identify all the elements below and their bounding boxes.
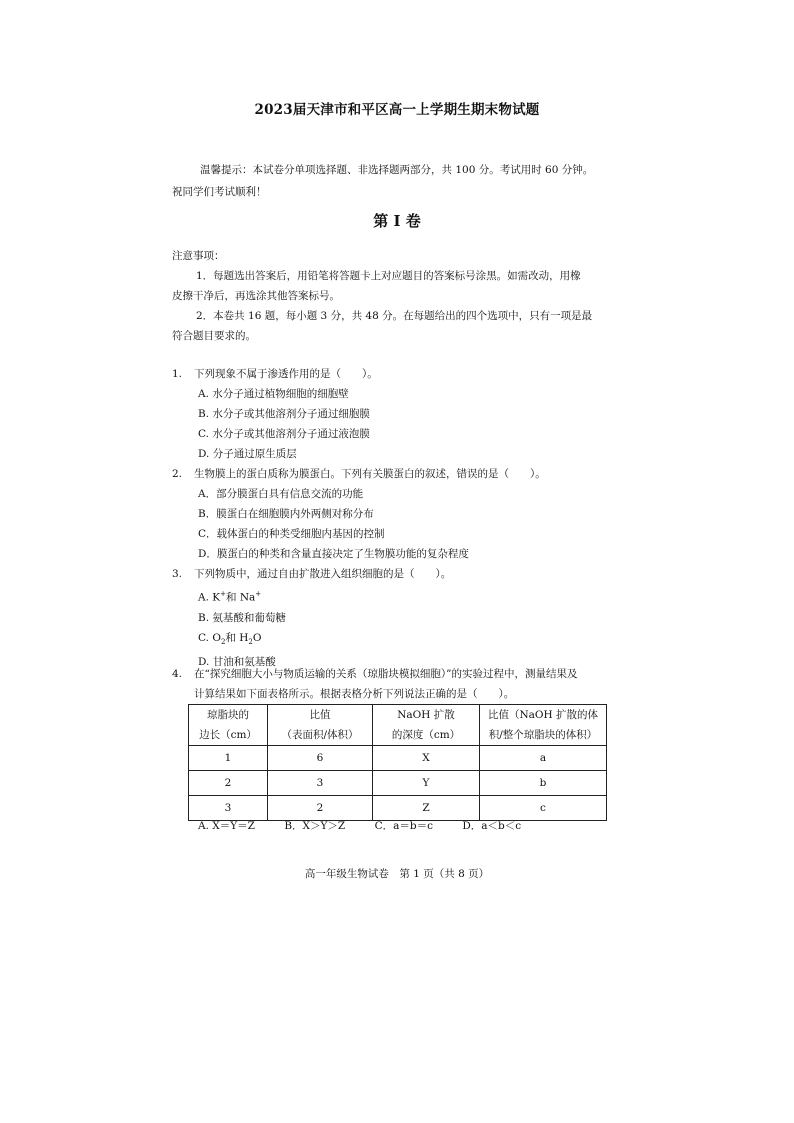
header-text: 的深度（cm） <box>391 729 461 741</box>
header-text: （表面积/体积） <box>281 729 359 741</box>
option-c-o-sub: 2 <box>220 637 226 646</box>
question-4 <box>172 664 642 704</box>
option-a-na-charge: + <box>255 590 262 598</box>
question-4-text-b: 计算结果如下面表格所示。根据表格分析下列说法正确的是（ ）。 <box>194 688 515 700</box>
question-1-text: 下列现象不属于渗透作用的是（ ）。 <box>194 368 378 380</box>
question-3-option-a <box>172 584 642 608</box>
table-cell: 2 <box>189 771 268 796</box>
question-3-option-c <box>172 628 642 652</box>
table-cell: 6 <box>268 746 373 771</box>
table-header-cell <box>189 705 268 746</box>
question-3-text: 下列物质中，通过自由扩散进入组织细胞的是（ ）。 <box>194 568 452 580</box>
option-a-na: 和 Na <box>225 591 256 604</box>
table-header-cell <box>480 705 607 746</box>
tip-line-2 <box>172 182 632 202</box>
table-cell: a <box>480 746 607 771</box>
header-text: NaOH 扩散 <box>397 709 455 721</box>
question-3-option-b: B. 氨基酸和葡萄糖 <box>198 611 286 624</box>
option-c-o: C. O <box>198 631 221 644</box>
table-cell: c <box>480 796 607 821</box>
header-text: 比值 <box>309 709 331 721</box>
question-1-option-b: B. 水分子或其他溶剂分子通过细胞膜 <box>198 408 370 420</box>
question-4-option-b: B．X＞Y＞Z <box>284 820 346 832</box>
notice-block <box>172 246 632 346</box>
table-cell: 3 <box>189 796 268 821</box>
table-header-cell <box>268 705 373 746</box>
question-4-option-d: D．a＜b＜c <box>462 820 522 832</box>
table-cell: 3 <box>268 771 373 796</box>
question-2-number: 2. <box>172 468 183 480</box>
header-text: 琼脂块的 <box>207 709 249 721</box>
option-a-k: A. K <box>198 591 221 604</box>
table-row <box>189 771 607 796</box>
volume-heading: 第 I 卷 <box>373 212 421 230</box>
table-cell: Z <box>373 796 480 821</box>
question-4-number: 4. <box>172 668 183 680</box>
question-3 <box>172 564 642 672</box>
notice-item-2b: 符合题目要求的。 <box>172 330 256 342</box>
option-c-h-sub: 2 <box>248 637 253 646</box>
question-2-option-c: C．载体蛋白的种类受细胞内基因的控制 <box>198 528 385 540</box>
option-c-h: 和 H <box>225 631 249 644</box>
option-a-k-charge: + <box>220 590 226 598</box>
tip-text-2: 祝同学们考试顺利！ <box>172 186 267 198</box>
question-3-stem <box>172 564 642 584</box>
question-2-stem <box>172 464 642 484</box>
notice-item-2a: 2．本卷共 16 题，每小题 3 分，共 48 分。在每题给出的四个选项中，只有一项是最 <box>196 310 593 322</box>
table-cell: 1 <box>189 746 268 771</box>
table-cell: b <box>480 771 607 796</box>
question-3-option-d: D. 甘油和氨基酸 <box>198 655 276 668</box>
question-1-stem <box>172 364 642 384</box>
question-2-text: 生物膜上的蛋白质称为膜蛋白。下列有关膜蛋白的叙述，错误的是（ ）。 <box>194 468 546 480</box>
header-text: 积/整个琼脂块的体积） <box>488 729 598 741</box>
table-row <box>189 746 607 771</box>
table-header-row <box>189 705 607 746</box>
tip-line-1 <box>172 160 632 180</box>
question-1-number: 1. <box>172 368 183 380</box>
table-row <box>189 796 607 821</box>
notice-item-1b: 皮擦干净后，再选涂其他答案标号。 <box>172 290 340 302</box>
table-header-cell <box>373 705 480 746</box>
table-cell: 2 <box>268 796 373 821</box>
question-4-text-a: 在“探究细胞大小与物质运输的关系（琼脂块模拟细胞）”的实验过程中，测量结果及 <box>194 668 578 680</box>
question-2-option-d: D．膜蛋白的种类和含量直接决定了生物膜功能的复杂程度 <box>198 548 469 560</box>
question-4-stem <box>172 664 642 684</box>
question-2 <box>172 464 642 564</box>
question-4-options <box>198 818 547 833</box>
question-1-option-a: A. 水分子通过植物细胞的细胞壁 <box>198 388 349 400</box>
header-text: 边长（cm） <box>199 729 257 741</box>
table-cell: Y <box>373 771 480 796</box>
question-3-number: 3. <box>172 568 183 580</box>
question-4-option-c: C．a＝b＝c <box>374 820 433 832</box>
header-text: 比值（NaOH 扩散的体 <box>487 709 599 721</box>
page-footer: 高一年级生物试卷 第 1 页（共 8 页） <box>304 868 490 880</box>
question-1 <box>172 364 642 464</box>
question-1-option-c: C. 水分子或其他溶剂分子通过液泡膜 <box>198 428 370 440</box>
question-2-option-b: B．膜蛋白在细胞膜内外两侧对称分布 <box>198 508 374 520</box>
question-2-option-a: A．部分膜蛋白具有信息交流的功能 <box>198 488 364 500</box>
option-c-o2: O <box>252 631 262 644</box>
question-1-option-d: D. 分子通过原生质层 <box>198 448 297 460</box>
notice-item-1a: 1．每题选出答案后，用铅笔将答题卡上对应题目的答案标号涂黑。如需改动，用橡 <box>196 270 581 282</box>
table-cell: X <box>373 746 480 771</box>
page-title: 2023届天津市和平区高一上学期生期末物试题 <box>254 102 540 118</box>
tip-text-1: 温馨提示：本试卷分单项选择题、非选择题两部分，共 100 分。考试用时 60 分钟。 <box>200 164 594 176</box>
question-4-option-a: A. X＝Y＝Z <box>198 820 255 832</box>
notice-heading: 注意事项： <box>172 250 225 262</box>
agar-data-table <box>188 704 607 821</box>
